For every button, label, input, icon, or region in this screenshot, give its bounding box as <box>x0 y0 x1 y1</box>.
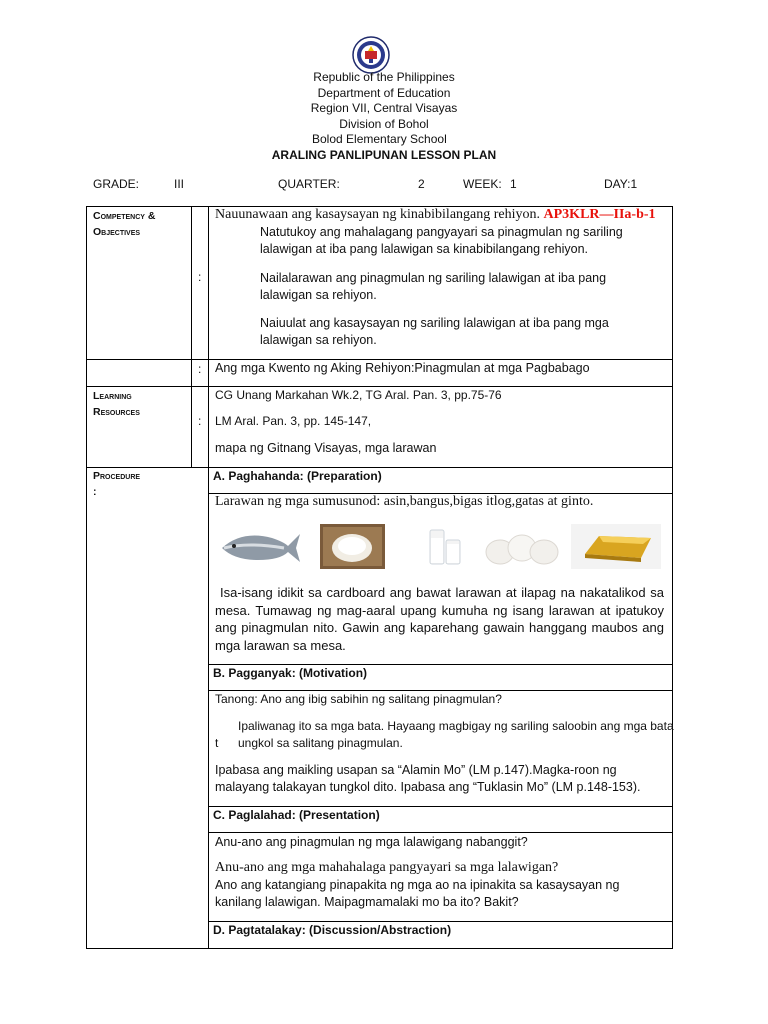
resource-item: LM Aral. Pan. 3, pp. 145-147, <box>215 414 372 428</box>
gold-bar-image <box>571 524 661 569</box>
section-c-question-1: Anu-ano ang pinagmulan ng mga lalawigang nabanggit? <box>215 835 528 849</box>
section-c-question-3: Ano ang katangiang pinapakita ng mga ao na ipinakita sa kasaysayan ng kanilang lalawigan. Maipagmamalaki mo ba ito? Bakit? <box>215 878 620 909</box>
day-label: DAY:1 <box>604 177 638 191</box>
resources-label-line1: Learning <box>93 390 132 402</box>
grade-value: III <box>174 177 185 191</box>
header-line-republic: Republic of the Philippines <box>313 70 455 84</box>
column-divider-2 <box>208 206 209 949</box>
resource-item: mapa ng Gitnang Visayas, mga larawan <box>215 441 437 455</box>
row-divider <box>208 921 673 922</box>
header-line-region: Region VII, Central Visayas <box>310 101 458 115</box>
resource-item: CG Unang Markahan Wk.2, TG Aral. Pan. 3, pp.75-76 <box>215 388 502 402</box>
section-b-reading: Ipabasa ang maikling usapan sa “Alamin Mo” (LM p.147).Magka-roon ng malayang talakayan tungkol dito. Ipabasa ang “Tuklasin Mo” (LM p.148-153). <box>215 763 641 794</box>
section-b-explain-line1: Ipaliwanag ito sa mga bata. Hayaang magbigay ng sariling saloobin ang mga bata <box>238 719 674 733</box>
objective-item: Nailalarawan ang pinagmulan ng sariling lalawigan at iba pang lalawigan sa rehiyon. <box>260 271 607 302</box>
topic-colon: : <box>198 362 202 376</box>
page-title: ARALING PANLIPUNAN LESSON PLAN <box>271 147 497 162</box>
grade-label: GRADE: <box>93 177 140 191</box>
column-divider-1 <box>191 206 192 467</box>
section-d-heading: D. Pagtatalakay: (Discussion/Abstraction) <box>213 923 452 937</box>
competency-code: AP3KLR—IIa-b-1 <box>543 207 656 222</box>
quarter-label: QUARTER: <box>278 177 340 191</box>
objective-item: Naiuulat ang kasaysayan ng sariling lalawigan at iba pang mga lalawigan sa rehiyon. <box>260 316 609 347</box>
header-line-division: Division of Bohol <box>339 116 429 131</box>
competency-label-line2: Objectives <box>93 226 141 238</box>
objective-item: Natutukoy ang mahalagang pangyayari sa pinagmulan ng sariling lalawigan at iba pang lalawigan sa kinabibilangang rehiyon. <box>260 225 623 256</box>
section-c-heading: C. Paglalahad: (Presentation) <box>213 808 380 822</box>
section-c-question-2: Anu-ano ang mga mahahalaga pangyayari sa mga lalawigan? <box>215 860 559 875</box>
competency-label-line1: Competency & <box>93 210 156 222</box>
row-divider <box>208 806 673 807</box>
procedure-label <box>93 468 140 500</box>
row-divider <box>208 664 673 665</box>
school-header <box>0 70 768 163</box>
resources-colon: : <box>198 414 202 428</box>
procedure-label-text: Procedure <box>93 470 141 482</box>
milk-image <box>424 526 464 568</box>
row-divider <box>208 832 673 833</box>
header-line-school: Bolod Elementary School <box>312 132 447 146</box>
section-a-body: Isa-isang idikit sa cardboard ang bawat larawan at ilapag na nakatalikod sa mesa. Tumawag ng mag-aaral upang kumuha ng isang larawan at ipatukoy ang pinagmulan nito. Gawin ang kaparehang gawain hanggang maubos ang mga larawan sa mesa. <box>215 585 664 653</box>
section-b-explain-line2: ungkol sa salitang pinagmulan. <box>238 736 403 750</box>
section-b-question: Tanong: Ano ang ibig sabihin ng salitang pinagmulan? <box>215 692 502 706</box>
competency-colon: : <box>198 270 202 284</box>
fish-image <box>218 528 302 568</box>
eggs-image <box>484 530 560 568</box>
competency-intro <box>215 207 656 223</box>
procedure-colon: : <box>93 486 97 498</box>
section-b-explain-t: t <box>215 736 219 750</box>
resources-label <box>93 388 140 420</box>
rice-image <box>320 524 385 569</box>
topic-text: Ang mga Kwento ng Aking Rehiyon:Pinagmulan at mga Pagbabago <box>215 361 590 375</box>
quarter-value: 2 <box>418 177 425 191</box>
row-divider <box>86 467 673 468</box>
competency-label <box>93 208 155 240</box>
competency-intro-text: Nauunawaan ang kasaysayan ng kinabibilangang rehiyon. <box>215 207 541 222</box>
section-b-heading: B. Pagganyak: (Motivation) <box>213 666 368 680</box>
week-value: 1 <box>510 177 517 191</box>
section-a-heading: A. Paghahanda: (Preparation) <box>213 469 382 483</box>
header-line-department: Department of Education <box>317 85 451 100</box>
week-label: WEEK: <box>463 177 502 191</box>
section-a-intro: Larawan ng mga sumusunod: asin,bangus,bigas itlog,gatas at ginto. <box>215 494 594 509</box>
deped-seal-icon <box>352 36 390 74</box>
resources-label-line2: Resources <box>93 406 140 418</box>
